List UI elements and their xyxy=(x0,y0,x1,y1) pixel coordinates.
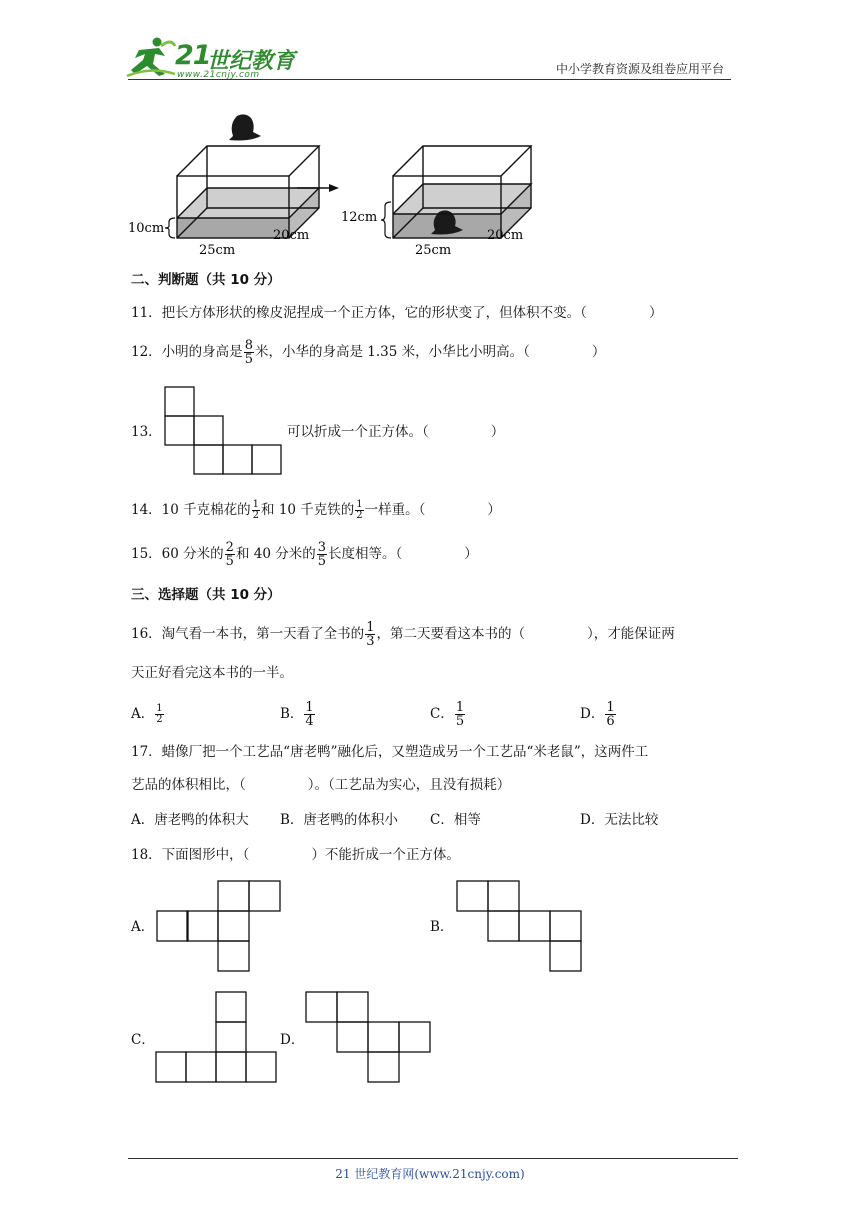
q18-option-c[interactable]: C． xyxy=(131,1032,155,1048)
hat-icon xyxy=(229,114,261,140)
question-13-number: 13． xyxy=(131,424,162,440)
question-14: 14．10 千克棉花的 $\frac{1}{2}$ 和 10 千克铁的 $\frac{1}{2}$ 一样重。（ ） xyxy=(131,499,501,521)
q17-option-a[interactable]: A．唐老鸭的体积大 xyxy=(131,812,249,828)
question-17-line1: 17．蜡像厂把一个工艺品“唐老鸭”融化后，又塑造成另一个工艺品“米老鼠”，这两件工 xyxy=(131,744,649,760)
question-15: 15．60 分米的 $\frac{2}{5}$ 和 40 分米的 $\frac{3}{5}$ 长度相等。（ ） xyxy=(131,540,478,569)
fraction: $\frac{2}{5}$ xyxy=(225,540,234,569)
q17-option-b[interactable]: B．唐老鸭的体积小 xyxy=(280,812,398,828)
fraction: $\frac{1}{2}$ xyxy=(252,499,260,521)
question-11: 11．把长方体形状的橡皮泥捏成一个正方体，它的形状变了，但体积不变。（ ） xyxy=(131,305,663,321)
q18-option-d[interactable]: D． xyxy=(280,1032,305,1048)
right-length-label: 25cm xyxy=(415,243,452,258)
q17-option-c[interactable]: C．相等 xyxy=(430,812,481,828)
q13-net-figure xyxy=(164,386,282,476)
question-12: 12．小明的身高是 $\frac{8}{5}$ 米，小华的身高是 1.35 米，小华比小明高。（ ） xyxy=(131,338,606,367)
logo-number: 21 xyxy=(175,40,211,71)
fraction: $\frac{1}{3}$ xyxy=(366,620,375,649)
q16-option-d[interactable]: D． $\frac{1}{6}$ xyxy=(580,700,615,729)
fraction: $\frac{1}{2}$ xyxy=(156,703,163,725)
footer-text[interactable]: 21 世纪教育网(www.21cnjy.com) xyxy=(335,1167,525,1181)
right-width-label: 20cm xyxy=(487,228,524,243)
fraction: $\frac{1}{5}$ xyxy=(455,700,465,729)
q18-net-d xyxy=(305,991,433,1085)
logo-text: 世纪教育 xyxy=(207,49,296,74)
q18-net-c xyxy=(155,991,279,1085)
fraction: $\frac{8}{5}$ xyxy=(244,338,253,367)
left-length-label: 25cm xyxy=(199,243,236,258)
q18-net-b xyxy=(456,880,584,974)
left-width-label: 20cm xyxy=(273,228,310,243)
q16-option-c[interactable]: C． $\frac{1}{5}$ xyxy=(430,700,465,729)
left-height-label: 10cm xyxy=(128,221,165,236)
section-true-false-title: 二、判断题（共 10 分） xyxy=(131,272,281,288)
q18-net-a xyxy=(156,880,282,974)
logo-url: www.21cnjy.com xyxy=(177,70,260,80)
runner-logo-icon xyxy=(125,36,177,78)
question-16: 16．淘气看一本书，第一天看了全书的 $\frac{1}{3}$ ，第二天要看这本书的（ ），才能保证两 xyxy=(131,620,675,649)
tank-figure xyxy=(125,108,545,260)
fraction: $\frac{1}{4}$ xyxy=(305,700,314,729)
q18-option-a[interactable]: A． xyxy=(131,919,155,935)
question-18: 18．下面图形中，（ ）不能折成一个正方体。 xyxy=(131,847,460,863)
fraction: $\frac{1}{6}$ xyxy=(606,700,615,729)
question-17-line2: 艺品的体积相比，（ ）。（工艺品为实心，且没有损耗） xyxy=(131,777,511,793)
question-16-line2: 天正好看完这本书的一半。 xyxy=(131,665,293,681)
question-13: 可以折成一个正方体。（ ） xyxy=(287,424,505,440)
right-height-label: 12cm xyxy=(341,210,378,225)
footer-rule xyxy=(128,1158,738,1159)
q17-option-d[interactable]: D．无法比较 xyxy=(580,812,659,828)
q18-option-b[interactable]: B． xyxy=(430,919,454,935)
header-rule xyxy=(128,79,731,80)
q16-option-a[interactable]: A． $\frac{1}{2}$ xyxy=(131,703,163,725)
section-choice-title: 三、选择题（共 10 分） xyxy=(131,587,281,603)
q16-option-b[interactable]: B． $\frac{1}{4}$ xyxy=(280,700,314,729)
fraction: $\frac{1}{2}$ xyxy=(356,499,363,521)
fraction: $\frac{3}{5}$ xyxy=(317,540,326,569)
header-logo xyxy=(125,30,325,82)
header-platform-text: 中小学教育资源及组卷应用平台 xyxy=(555,62,724,76)
